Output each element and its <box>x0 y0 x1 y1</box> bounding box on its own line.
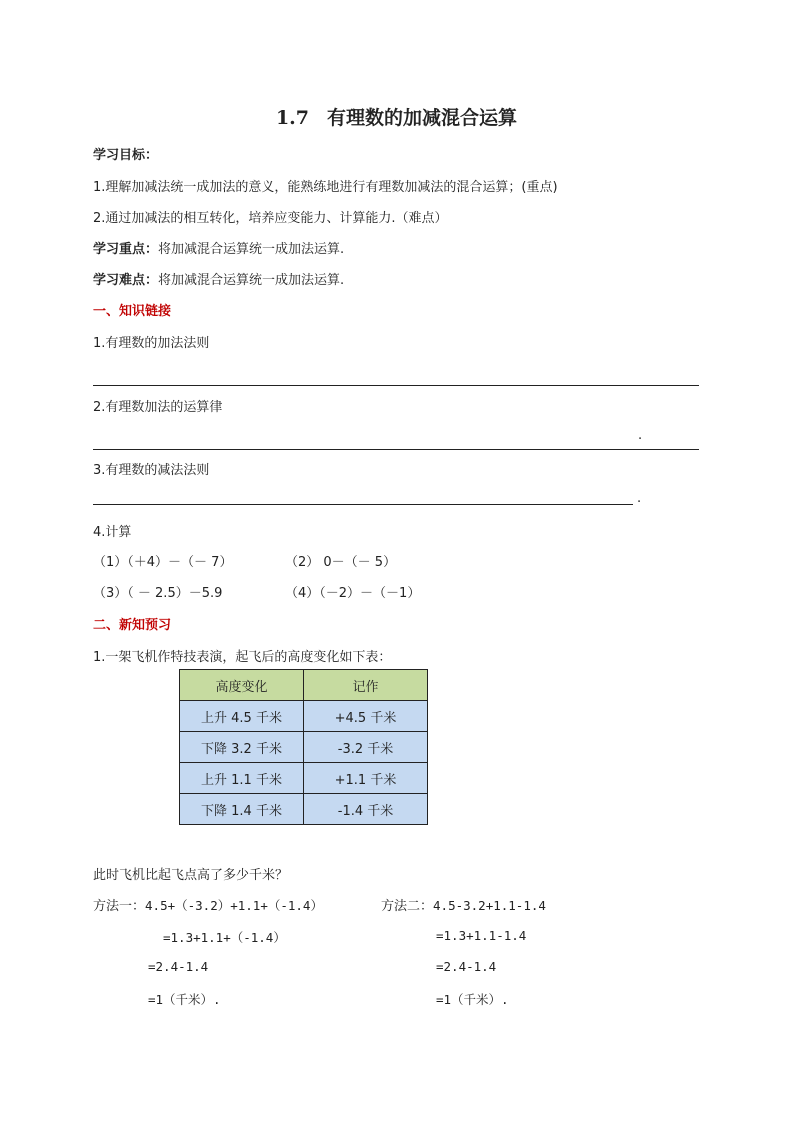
difficulty-point <box>93 269 344 288</box>
method-2-step-4: =1（千米）. <box>436 992 509 1007</box>
title-number: 1.7 <box>275 107 310 129</box>
altitude-table <box>179 669 428 825</box>
question-1: 1.有理数的加法法则 <box>93 336 210 351</box>
method-2-label: 方法二： <box>381 899 434 914</box>
method-2-first-line <box>381 895 546 914</box>
table-header-row <box>180 670 428 701</box>
method-1-step-4: =1（千米）. <box>148 992 221 1007</box>
section-2-heading: 二、新知预习 <box>93 618 172 633</box>
table-cell: -1.4 千米 <box>304 794 428 825</box>
table-cell: 上升 1.1 千米 <box>180 763 304 794</box>
question-2: 2.有理数加法的运算律 <box>93 400 223 415</box>
table-header-cell: 高度变化 <box>180 670 304 701</box>
section-1-heading: 一、知识链接 <box>93 304 172 319</box>
table-row <box>180 732 428 763</box>
answer-period-3: . <box>637 491 642 506</box>
answer-line-2 <box>93 449 699 450</box>
key-point <box>93 238 344 257</box>
difficulty-label: 学习难点： <box>93 273 159 288</box>
answer-line-3 <box>93 504 633 505</box>
table-header-cell: 记作 <box>304 670 428 701</box>
page-title <box>0 103 793 130</box>
method-1-first-line <box>93 895 323 914</box>
method-2-step-2: =1.3+1.1-1.4 <box>436 928 527 943</box>
question-4: 4.计算 <box>93 525 132 540</box>
table-row <box>180 794 428 825</box>
key-point-label: 学习重点： <box>93 242 159 257</box>
table-cell: -3.2 千米 <box>304 732 428 763</box>
question-3: 3.有理数的减法法则 <box>93 463 210 478</box>
method-1-label: 方法一： <box>93 899 146 914</box>
answer-period-2: . <box>638 428 643 443</box>
flight-question: 此时飞机比起飞点高了多少千米？ <box>93 868 289 883</box>
table-cell: +1.1 千米 <box>304 763 428 794</box>
preview-question-1: 1.一架飞机作特技表演，起飞后的高度变化如下表： <box>93 650 392 665</box>
method-1-step-2: =1.3+1.1+（-1.4） <box>163 930 286 945</box>
method-1-step-3: =2.4-1.4 <box>148 959 209 974</box>
objective-item-1: 1.理解加减法统一成加法的意义，能熟练地进行有理数加减法的混合运算；(重点) <box>93 180 558 195</box>
table-cell: 下降 1.4 千米 <box>180 794 304 825</box>
table-row <box>180 701 428 732</box>
key-point-text: 将加减混合运算统一成加法运算. <box>158 242 345 257</box>
title-text: 有理数的加减混合运算 <box>327 107 518 129</box>
method-2-step-3: =2.4-1.4 <box>436 959 497 974</box>
table-cell: 下降 3.2 千米 <box>180 732 304 763</box>
method-1-step-1: 4.5+（-3.2）+1.1+（-1.4） <box>145 898 323 913</box>
difficulty-text: 将加减混合运算统一成加法运算. <box>158 273 345 288</box>
answer-line-1 <box>93 385 699 386</box>
table-row <box>180 763 428 794</box>
calc-item-4: （4）（－2）－（－1） <box>285 586 421 601</box>
table-cell: 上升 4.5 千米 <box>180 701 304 732</box>
objective-item-2: 2.通过加减法的相互转化，培养应变能力、计算能力.（难点） <box>93 211 448 226</box>
calc-item-1: （1）（＋4）－（－ 7） <box>93 555 233 570</box>
objectives-heading: 学习目标： <box>93 148 159 163</box>
method-2-step-1: 4.5-3.2+1.1-1.4 <box>433 898 546 913</box>
table-cell: +4.5 千米 <box>304 701 428 732</box>
calc-item-3: （3）（ － 2.5）－5.9 <box>93 586 223 601</box>
calc-item-2: （2） 0－（－ 5） <box>285 555 397 570</box>
